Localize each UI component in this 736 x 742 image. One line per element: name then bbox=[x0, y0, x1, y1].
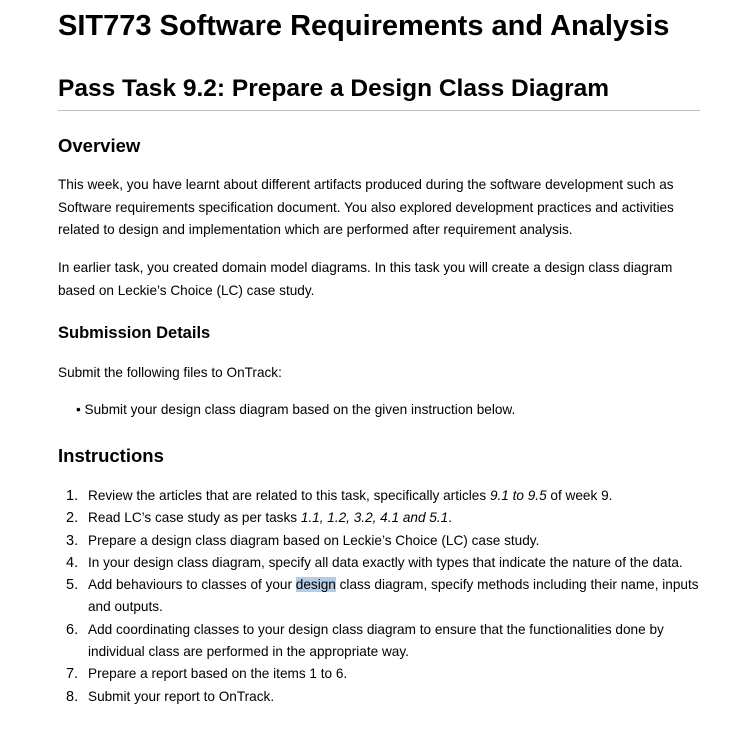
item-text: Submit your report to OnTrack. bbox=[88, 688, 275, 704]
instructions-list bbox=[58, 485, 700, 708]
item-text: Read LC’s case study as per tasks bbox=[88, 510, 301, 526]
list-item bbox=[58, 552, 700, 574]
task-title: Pass Task 9.2: Prepare a Design Class Diagram bbox=[58, 75, 610, 102]
list-item bbox=[58, 507, 700, 529]
overview-paragraph-2: In earlier task, you created domain model diagrams. In this task you will create a design class diagram based on Leckie’s Choice (LC) case study. bbox=[58, 260, 673, 298]
highlighted-text-selection[interactable]: design bbox=[295, 577, 336, 593]
article-ref-start: 9.1 bbox=[489, 488, 509, 503]
item-number: 8. bbox=[66, 688, 79, 705]
item-number: 4. bbox=[66, 554, 79, 571]
list-item bbox=[58, 485, 700, 507]
item-text: Prepare a report based on the items 1 to 6. bbox=[88, 666, 348, 682]
item-number: 6. bbox=[66, 621, 79, 638]
item-number: 3. bbox=[66, 532, 79, 549]
item-text: . bbox=[448, 510, 452, 526]
list-item bbox=[58, 619, 700, 664]
week-number: 9 bbox=[601, 488, 609, 503]
list-item bbox=[58, 574, 700, 619]
article-ref-end: 9.5 bbox=[527, 488, 547, 503]
bullet-dot: • bbox=[76, 402, 81, 417]
item-number: 5. bbox=[66, 577, 79, 594]
item-text: . bbox=[608, 488, 613, 503]
overview-paragraph-1: This week, you have learnt about different artifacts produced during the software development such as Software requirements specification document. You also explored development practices and activities related to design and implementation which are performed after requirement analysis. bbox=[58, 177, 674, 237]
item-text: class diagram, specify methods including their name, inputs and outputs. bbox=[88, 577, 699, 615]
list-item bbox=[58, 530, 700, 552]
submission-bullet-text: Submit your design class diagram based on the given instruction below. bbox=[84, 402, 516, 417]
list-item bbox=[58, 686, 700, 708]
item-number: 1. bbox=[66, 488, 79, 504]
item-text: Review the articles that are related to this task, specifically articles bbox=[88, 488, 490, 503]
submission-intro: Submit the following files to OnTrack: bbox=[58, 365, 282, 380]
item-text: Prepare a design class diagram based on Leckie’s Choice (LC) case study. bbox=[88, 532, 540, 548]
item-text: In your design class diagram, specify all data exactly with types that indicate the nature of the data. bbox=[88, 554, 683, 570]
instructions-heading: Instructions bbox=[58, 445, 164, 466]
submission-bullet-item bbox=[76, 401, 515, 419]
item-text: Add behaviours to classes of your bbox=[88, 577, 296, 593]
item-number: 2. bbox=[66, 510, 79, 527]
item-text: Add coordinating classes to your design class diagram to ensure that the functionalities done by individual class are performed in the appropriate way. bbox=[88, 621, 664, 660]
task-refs: 1.1, 1.2, 3.2, 4.1 and 5.1 bbox=[300, 510, 449, 526]
overview-heading: Overview bbox=[58, 135, 141, 156]
list-item bbox=[58, 663, 700, 685]
item-text: of week bbox=[546, 488, 602, 503]
title-divider bbox=[58, 110, 700, 111]
item-text-to: to bbox=[508, 488, 528, 503]
item-number: 7. bbox=[66, 666, 79, 683]
submission-heading: Submission Details bbox=[58, 324, 211, 342]
course-title: SIT773 Software Requirements and Analysis bbox=[58, 10, 670, 42]
